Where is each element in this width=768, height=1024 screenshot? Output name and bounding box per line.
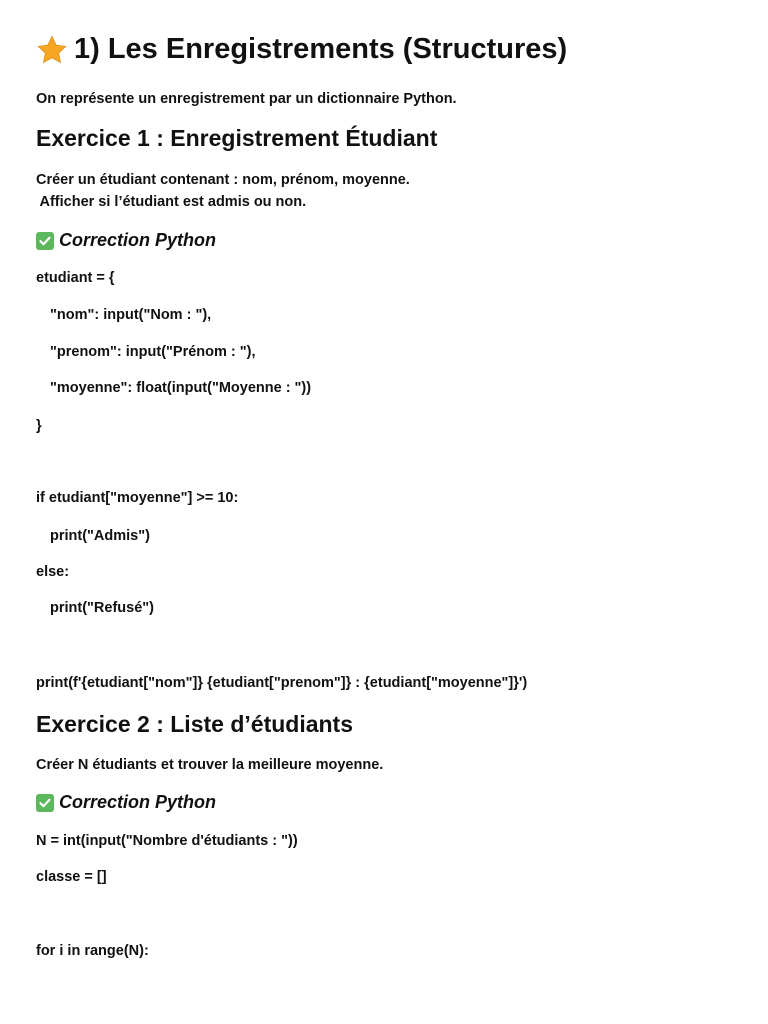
code-line: N = int(input("Nombre d'étudiants : ")) xyxy=(36,833,298,849)
code-line: else: xyxy=(36,564,70,580)
code-line: for i in range(N): xyxy=(36,943,149,959)
code-line: "nom": input("Nom : "), xyxy=(50,307,212,323)
code-line: "prenom": input("Prénom : "), xyxy=(50,344,256,360)
page-title xyxy=(36,33,567,66)
star-icon xyxy=(36,34,68,66)
code-line: } xyxy=(36,418,42,434)
exercise-2-instruction: Créer N étudiants et trouver la meilleure moyenne. xyxy=(36,757,384,773)
code-line: print("Admis") xyxy=(50,528,150,544)
exercise-2-heading: Exercice 2 : Liste d’étudiants xyxy=(36,711,354,737)
code-line: classe = [] xyxy=(36,869,107,885)
exercise-1-instruction-1: Créer un étudiant contenant : nom, prénom, moyenne. xyxy=(36,172,410,188)
page-title-text: 1) Les Enregistrements (Structures) xyxy=(74,33,568,65)
code-line: "moyenne": float(input("Moyenne : ")) xyxy=(50,380,312,396)
check-mark-icon xyxy=(36,794,54,812)
code-line: print(f'{etudiant["nom"]} {etudiant["prenom"]} : {etudiant["moyenne"]}') xyxy=(36,675,528,691)
code-line: etudiant = { xyxy=(36,270,115,286)
exercise-2-correction-label xyxy=(36,792,216,813)
intro-text: On représente un enregistrement par un dictionnaire Python. xyxy=(36,91,457,107)
code-line: if etudiant["moyenne"] >= 10: xyxy=(36,490,239,506)
code-line: print("Refusé") xyxy=(50,600,154,616)
exercise-1-heading: Exercice 1 : Enregistrement Étudiant xyxy=(36,125,438,151)
correction-label-text: Correction Python xyxy=(59,230,217,250)
exercise-1-correction-label xyxy=(36,230,216,251)
correction-label-text: Correction Python xyxy=(59,792,217,812)
exercise-1-instruction-2: Afficher si l’étudiant est admis ou non. xyxy=(36,194,307,210)
check-mark-icon xyxy=(36,232,54,250)
